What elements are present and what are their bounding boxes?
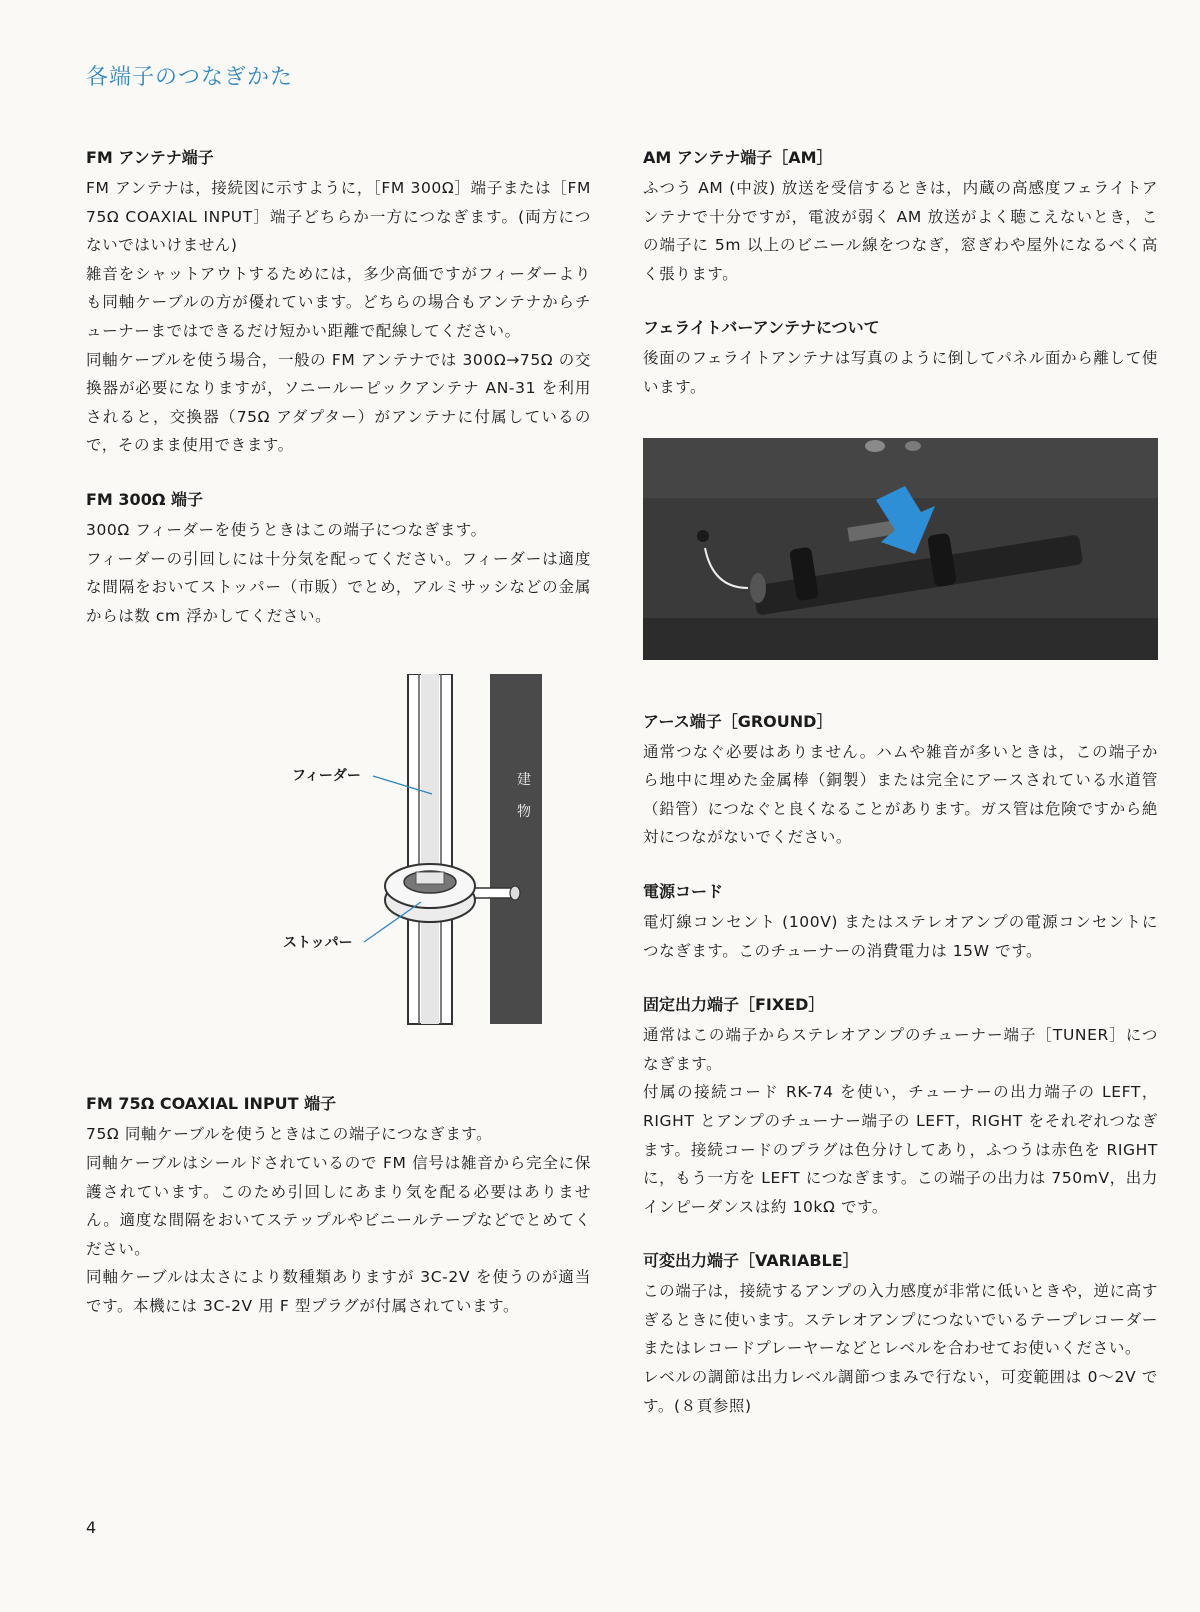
building-label: 建物 (517, 772, 531, 821)
section-heading: 可変出力端子［VARIABLE］ (643, 1251, 859, 1271)
section-heading: AM アンテナ端子［AM］ (643, 148, 833, 167)
page-title: 各端子のつなぎかた (86, 65, 294, 90)
paragraph: 300Ω フィーダーを使うときはこの端子につなぎます。 (86, 520, 487, 539)
paragraph: 通常つなぐ必要はありません。ハムや雑音が多いときは，この端子から地中に埋めた金属棒（銅製）または完全にアースされている水道管（鉛管）につなぐと良くなることがあります。ガス管は危険ですから絶対につながないでください。 (643, 742, 1158, 847)
paragraph: 後面のフェライトアンテナは写真のように倒してパネル面から離して使います。 (643, 349, 1158, 396)
section-power (643, 880, 1158, 965)
section-am-antenna (643, 146, 1158, 288)
paragraph: 同軸ケーブルは太さにより数種類ありますが 3C-2V を使うのが適当です。本機には 3C-2V 用 F 型プラグが付属されています。 (86, 1268, 591, 1315)
paragraph: フィーダーの引回しには十分気を配ってください。フィーダーは適度な間隔をおいてストッパー（市販）でとめ，アルミサッシなどの金属からは数 cm 浮かしてください。 (86, 549, 591, 625)
left-column (86, 146, 591, 1320)
section-variable (643, 1249, 1158, 1420)
paragraph: 同軸ケーブルを使う場合，一般の FM アンテナでは 300Ω→75Ω の交換器が必要になりますが，ソニールーピックアンテナ AN-31 を利用されると，交換器（75Ω アダプター）がアンテナに付属しているので，そのまま使用できます。 (86, 350, 591, 455)
paragraph: レベルの調節は出力レベル調節つまみで行ない，可変範囲は 0～2V です。(８頁参照) (643, 1368, 1158, 1415)
paragraph: 75Ω 同軸ケーブルを使うときはこの端子につなぎます。 (86, 1125, 493, 1144)
paragraph: ふつう AM (中波) 放送を受信するときは，内蔵の高感度フェライトアンテナで十分ですが，電波が弱く AM 放送がよく聴こえないとき，この端子に 5m 以上のビニール線をつなぎ，窓ぎわや屋外になるべく高く張ります。 (643, 179, 1158, 283)
section-heading: フェライトバーアンテナについて (643, 318, 880, 338)
section-heading: FM 75Ω COAXIAL INPUT 端子 (86, 1094, 337, 1114)
stopper-label: ストッパー (283, 935, 353, 952)
feeder-stopper-diagram (86, 674, 591, 1056)
photo-illustration (643, 438, 1158, 660)
page-number: 4 (86, 1518, 97, 1537)
section-fm-antenna (86, 146, 591, 460)
section-heading: FM アンテナ端子 (86, 148, 214, 167)
ferrite-antenna-photo (643, 438, 1158, 660)
paragraph: 付属の接続コード RK-74 を使い，チューナーの出力端子の LEFT，RIGHT とアンプのチューナー端子の LEFT，RIGHT をそれぞれつなぎます。接続コードのプラグは色分けしてあり，ふつうは赤色を RIGHT に，もう一方を LEFT につなぎます。この端子の出力は 750mV，出力インピーダンスは約 10kΩ です。 (643, 1083, 1158, 1216)
paragraph: この端子は，接続するアンプの入力感度が非常に低いときや，逆に高すぎるときに使います。ステレオアンプにつないでいるテープレコーダーまたはレコードプレーヤーなどとレベルを合わせてお使いください。 (643, 1282, 1158, 1358)
section-heading: FM 300Ω 端子 (86, 489, 203, 509)
section-fm75 (86, 1092, 591, 1320)
section-ground (643, 710, 1158, 852)
paragraph: FM アンテナは，接続図に示すように，［FM 300Ω］端子または［FM 75Ω COAXIAL INPUT］端子どちらか一方につなぎます。(両方につないではいけません) (86, 179, 591, 255)
section-fm300 (86, 488, 591, 630)
right-column (643, 146, 1158, 1420)
section-heading: 電源コード (643, 881, 724, 901)
paragraph: 電灯線コンセント (100V) またはステレオアンプの電源コンセントにつなぎます。このチューナーの消費電力は 15W です。 (643, 912, 1158, 960)
section-fixed (643, 993, 1158, 1221)
paragraph: 雑音をシャットアウトするためには，多少高価ですがフィーダーよりも同軸ケーブルの方が優れています。どちらの場合もアンテナからチューナーまではできるだけ短かい距離で配線してください。 (86, 264, 591, 340)
feeder-label: フィーダー (292, 768, 361, 785)
section-ferrite (643, 316, 1158, 401)
paragraph: 通常はこの端子からステレオアンプのチューナー端子［TUNER］につなぎます。 (643, 1026, 1158, 1073)
section-heading: 固定出力端子［FIXED］ (643, 995, 825, 1015)
section-heading: アース端子［GROUND］ (643, 711, 833, 731)
diagram-illustration (86, 674, 591, 1056)
paragraph: 同軸ケーブルはシールドされているので FM 信号は雑音から完全に保護されています。このため引回しにあまり気を配る必要はありません。適度な間隔をおいてステップルやビニールテープなどでとめてください。 (86, 1153, 591, 1258)
building-wall (490, 674, 542, 1024)
